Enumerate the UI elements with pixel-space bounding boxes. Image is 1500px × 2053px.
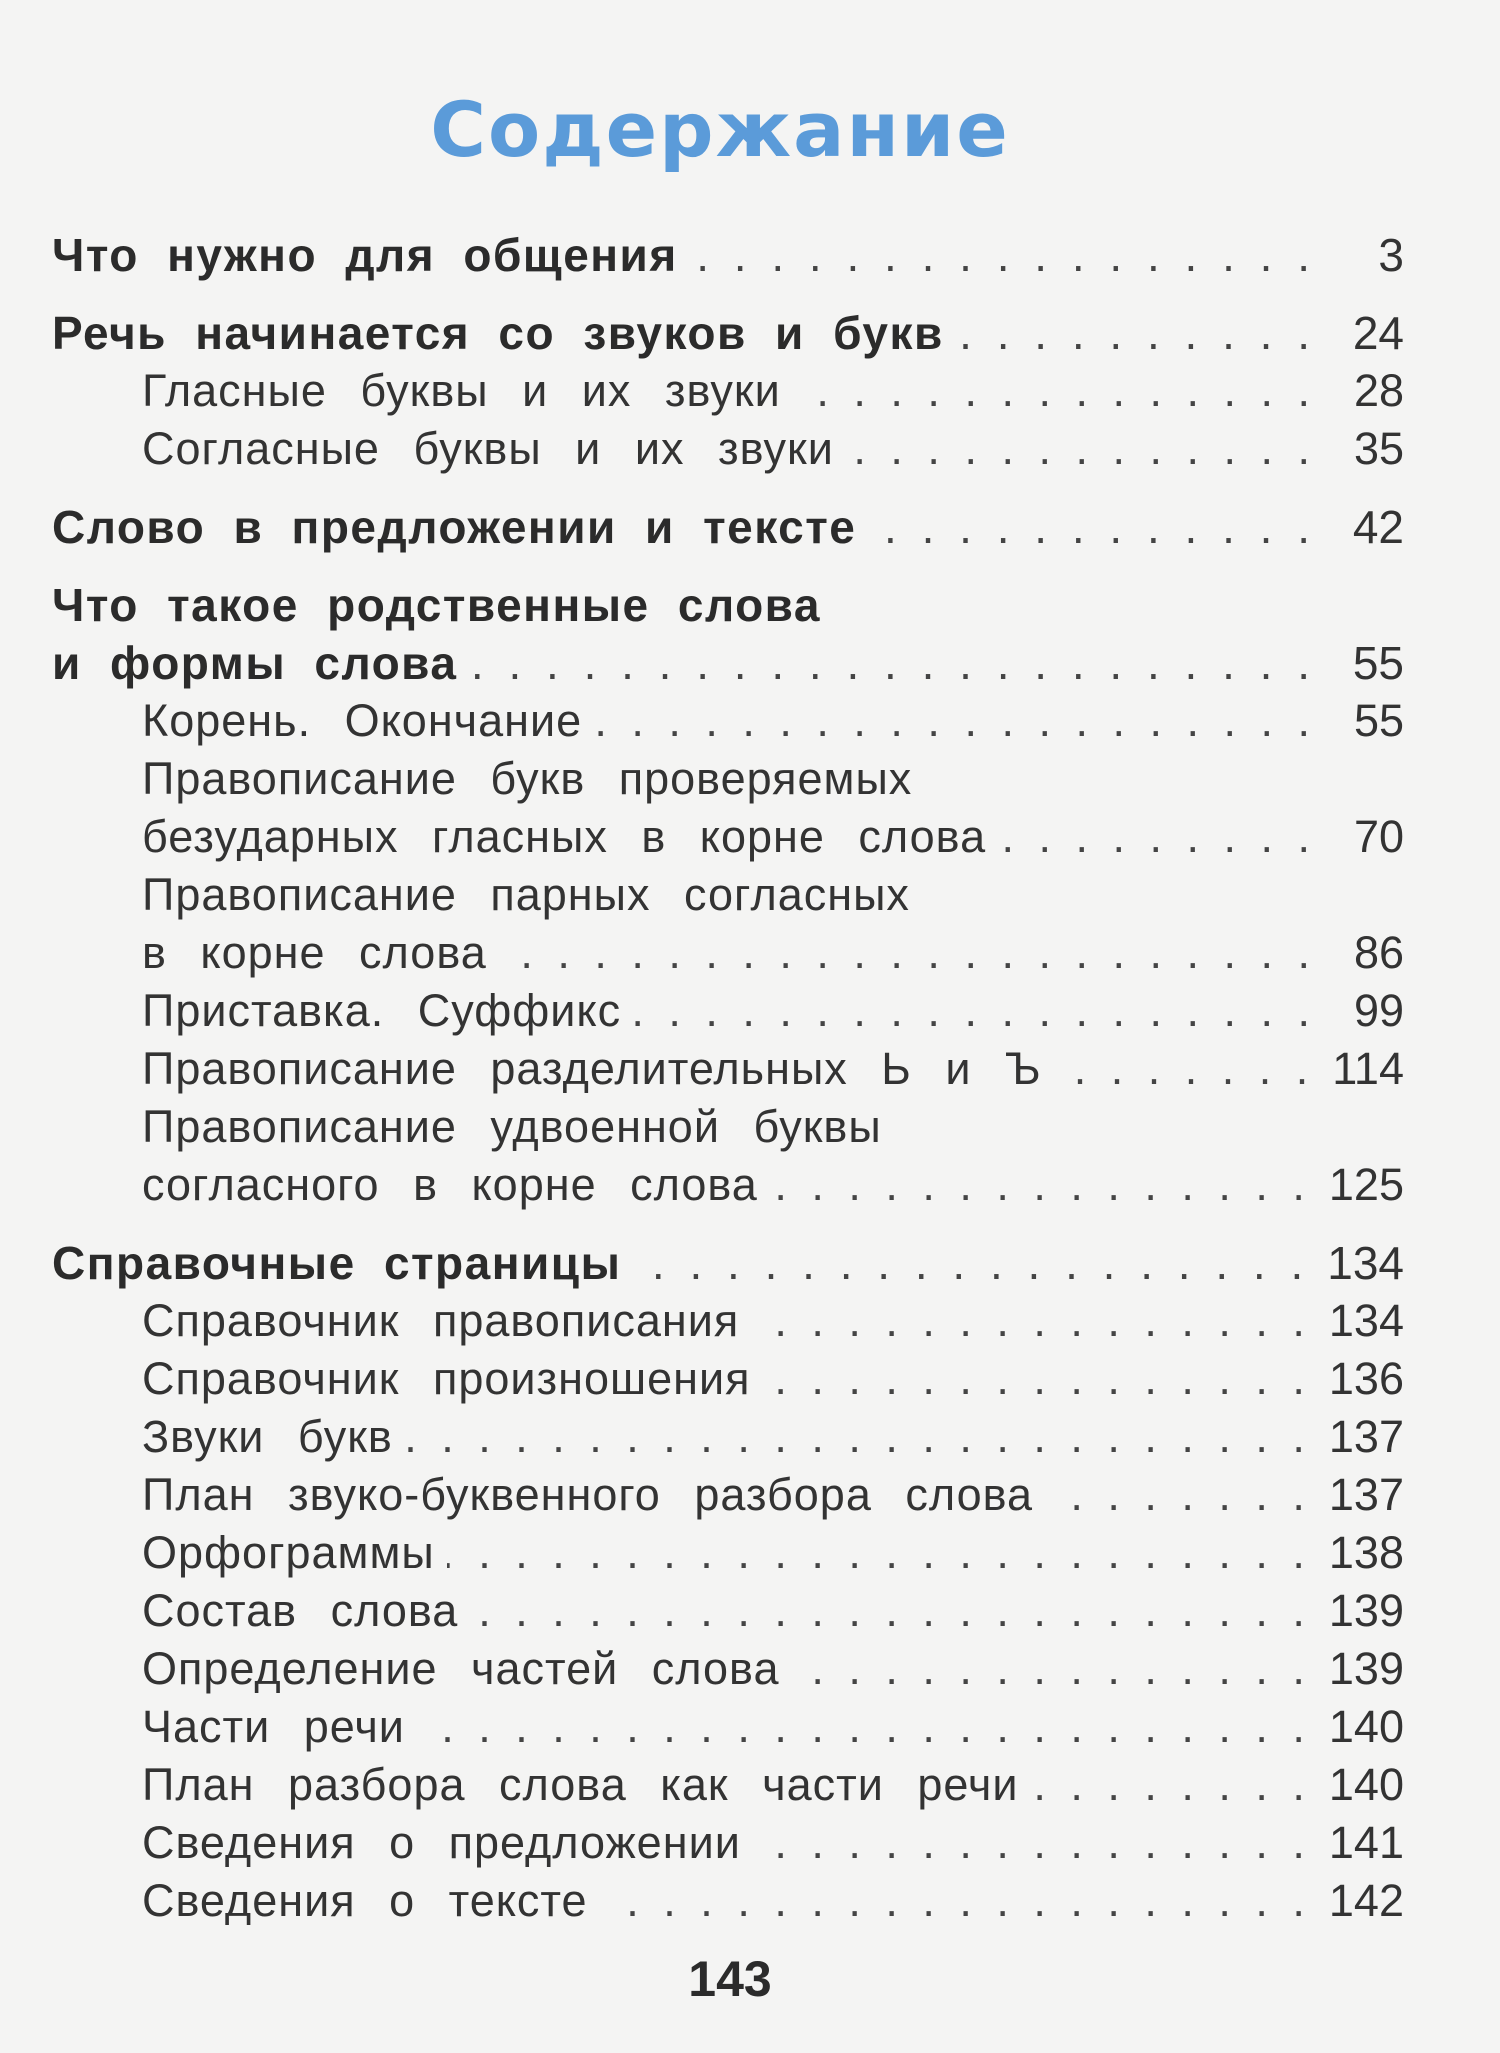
toc-entry-page: 140 bbox=[1328, 1701, 1404, 1752]
toc-entry-title: Звуки букв bbox=[142, 1411, 393, 1462]
toc-entry[interactable] bbox=[52, 304, 1404, 362]
toc-entry[interactable] bbox=[52, 808, 1404, 866]
toc-entry-page: 3 bbox=[1378, 229, 1404, 281]
toc-entry-page: 137 bbox=[1328, 1411, 1404, 1462]
dot-leader bbox=[770, 1156, 1311, 1214]
toc-entry[interactable] bbox=[52, 1582, 1404, 1640]
toc-entry[interactable] bbox=[52, 1234, 1404, 1292]
dot-leader bbox=[751, 1292, 1311, 1350]
toc-entry-page: 28 bbox=[1353, 365, 1404, 416]
dot-leader bbox=[594, 692, 1316, 750]
toc-entry-first-line bbox=[52, 1098, 1404, 1156]
toc-entry-title: Справочник правописания bbox=[142, 1295, 740, 1346]
toc-entry-page: 142 bbox=[1328, 1875, 1404, 1926]
toc-entry[interactable] bbox=[52, 362, 1404, 420]
toc-entry-page: 24 bbox=[1352, 307, 1404, 359]
dot-leader bbox=[753, 1814, 1311, 1872]
toc-entry-title: Приставка. Суффикс bbox=[142, 985, 622, 1036]
toc-entry-title: Определение частей слова bbox=[142, 1643, 780, 1694]
toc-entry-title: согласного в корне слова bbox=[142, 1159, 758, 1210]
dot-leader bbox=[469, 634, 1316, 692]
toc-entry[interactable] bbox=[52, 634, 1404, 692]
dot-leader bbox=[417, 1698, 1311, 1756]
toc-entry-page: 134 bbox=[1328, 1295, 1404, 1346]
toc-entry-title-line1: Правописание парных согласных bbox=[142, 869, 910, 920]
toc-entry-title: Сведения о тексте bbox=[142, 1875, 588, 1926]
toc-entry-title: Части речи bbox=[142, 1701, 405, 1752]
toc-entry-title: Слово в предложении и тексте bbox=[52, 501, 857, 553]
dot-leader bbox=[868, 498, 1316, 556]
dot-leader bbox=[633, 1234, 1309, 1292]
toc-entry-title-line1: Правописание удвоенной буквы bbox=[142, 1101, 882, 1152]
toc-entry-title: План звуко-буквенного разбора слова bbox=[142, 1469, 1034, 1520]
toc-entry[interactable] bbox=[52, 1698, 1404, 1756]
toc-entry[interactable] bbox=[52, 982, 1404, 1040]
toc-entry[interactable] bbox=[52, 226, 1404, 284]
toc-entry-page: 99 bbox=[1353, 985, 1404, 1036]
toc-entry-title: Орфограммы bbox=[142, 1527, 435, 1578]
toc-entry-page: 55 bbox=[1352, 637, 1404, 689]
toc-entry-page: 139 bbox=[1328, 1585, 1404, 1636]
dot-leader bbox=[405, 1408, 1311, 1466]
toc-entry[interactable] bbox=[52, 1814, 1404, 1872]
toc-entry-first-line bbox=[52, 750, 1404, 808]
dot-leader bbox=[956, 304, 1316, 362]
dot-leader bbox=[1031, 1756, 1311, 1814]
toc-entry-page: 42 bbox=[1352, 501, 1404, 553]
toc-entry-title: Состав слова bbox=[142, 1585, 459, 1636]
toc-entry[interactable] bbox=[52, 1872, 1404, 1930]
dot-leader bbox=[1045, 1466, 1311, 1524]
page-title: Содержание bbox=[430, 85, 1010, 174]
dot-leader bbox=[499, 924, 1316, 982]
toc-entry[interactable] bbox=[52, 420, 1404, 478]
toc-entry[interactable] bbox=[52, 1408, 1404, 1466]
toc-entry-page: 70 bbox=[1353, 811, 1404, 862]
toc-entry-title-line1: Что такое родственные слова bbox=[52, 579, 821, 631]
toc-entry-title: Согласные буквы и их звуки bbox=[142, 423, 834, 474]
toc-entry-title: Справочник произношения bbox=[142, 1353, 751, 1404]
toc-entry-first-line bbox=[52, 866, 1404, 924]
toc-entry-title: и формы слова bbox=[52, 637, 458, 689]
dot-leader bbox=[600, 1872, 1311, 1930]
toc-entry-title: Правописание разделительных Ь и Ъ bbox=[142, 1043, 1042, 1094]
toc-entry-first-line bbox=[52, 576, 1404, 634]
page-number: 143 bbox=[688, 1951, 772, 2007]
toc-entry-page: 86 bbox=[1353, 927, 1404, 978]
dot-leader bbox=[846, 420, 1316, 478]
toc-entry-page: 35 bbox=[1353, 423, 1404, 474]
toc-entry-page: 55 bbox=[1353, 695, 1404, 746]
toc-entry-page: 140 bbox=[1328, 1759, 1404, 1810]
toc-entry-page: 125 bbox=[1328, 1159, 1404, 1210]
toc-entry[interactable] bbox=[52, 1040, 1404, 1098]
dot-leader bbox=[763, 1350, 1311, 1408]
toc-entry-title: План разбора слова как части речи bbox=[142, 1759, 1019, 1810]
toc-entry[interactable] bbox=[52, 1350, 1404, 1408]
toc-entry-page: 114 bbox=[1332, 1043, 1404, 1094]
dot-leader bbox=[792, 1640, 1311, 1698]
toc-entry[interactable] bbox=[52, 1156, 1404, 1214]
toc-entry-title: Что нужно для общения bbox=[52, 229, 678, 281]
toc-entry-title: Гласные буквы и их звуки bbox=[142, 365, 781, 416]
toc-entry-title-line1: Правописание букв проверяемых bbox=[142, 753, 913, 804]
toc-entry-page: 138 bbox=[1328, 1527, 1404, 1578]
dot-leader bbox=[633, 982, 1316, 1040]
toc-entry-title: безударных гласных в корне слова bbox=[142, 811, 987, 862]
toc-entry[interactable] bbox=[52, 1640, 1404, 1698]
toc-entry[interactable] bbox=[52, 924, 1404, 982]
toc-entry-title: Речь начинается со звуков и букв bbox=[52, 307, 944, 359]
toc-entry-title: Сведения о предложении bbox=[142, 1817, 741, 1868]
dot-leader bbox=[998, 808, 1316, 866]
toc-entry-page: 141 bbox=[1328, 1817, 1404, 1868]
toc-entry[interactable] bbox=[52, 1524, 1404, 1582]
dot-leader bbox=[793, 362, 1316, 420]
toc-entry[interactable] bbox=[52, 1756, 1404, 1814]
toc-entry-title: в корне слова bbox=[142, 927, 487, 978]
toc-entry-page: 136 bbox=[1328, 1353, 1404, 1404]
table-of-contents bbox=[52, 226, 1404, 1930]
dot-leader bbox=[690, 226, 1316, 284]
toc-entry[interactable] bbox=[52, 498, 1404, 556]
toc-entry-title: Корень. Окончание bbox=[142, 695, 583, 746]
toc-entry[interactable] bbox=[52, 1466, 1404, 1524]
dot-leader bbox=[470, 1582, 1311, 1640]
toc-entry[interactable] bbox=[52, 692, 1404, 750]
toc-entry-page: 139 bbox=[1328, 1643, 1404, 1694]
dot-leader bbox=[1054, 1040, 1315, 1098]
toc-entry[interactable] bbox=[52, 1292, 1404, 1350]
toc-entry-title: Справочные страницы bbox=[52, 1237, 622, 1289]
toc-entry-page: 134 bbox=[1327, 1237, 1404, 1289]
toc-entry-page: 137 bbox=[1328, 1469, 1404, 1520]
dot-leader bbox=[447, 1524, 1311, 1582]
